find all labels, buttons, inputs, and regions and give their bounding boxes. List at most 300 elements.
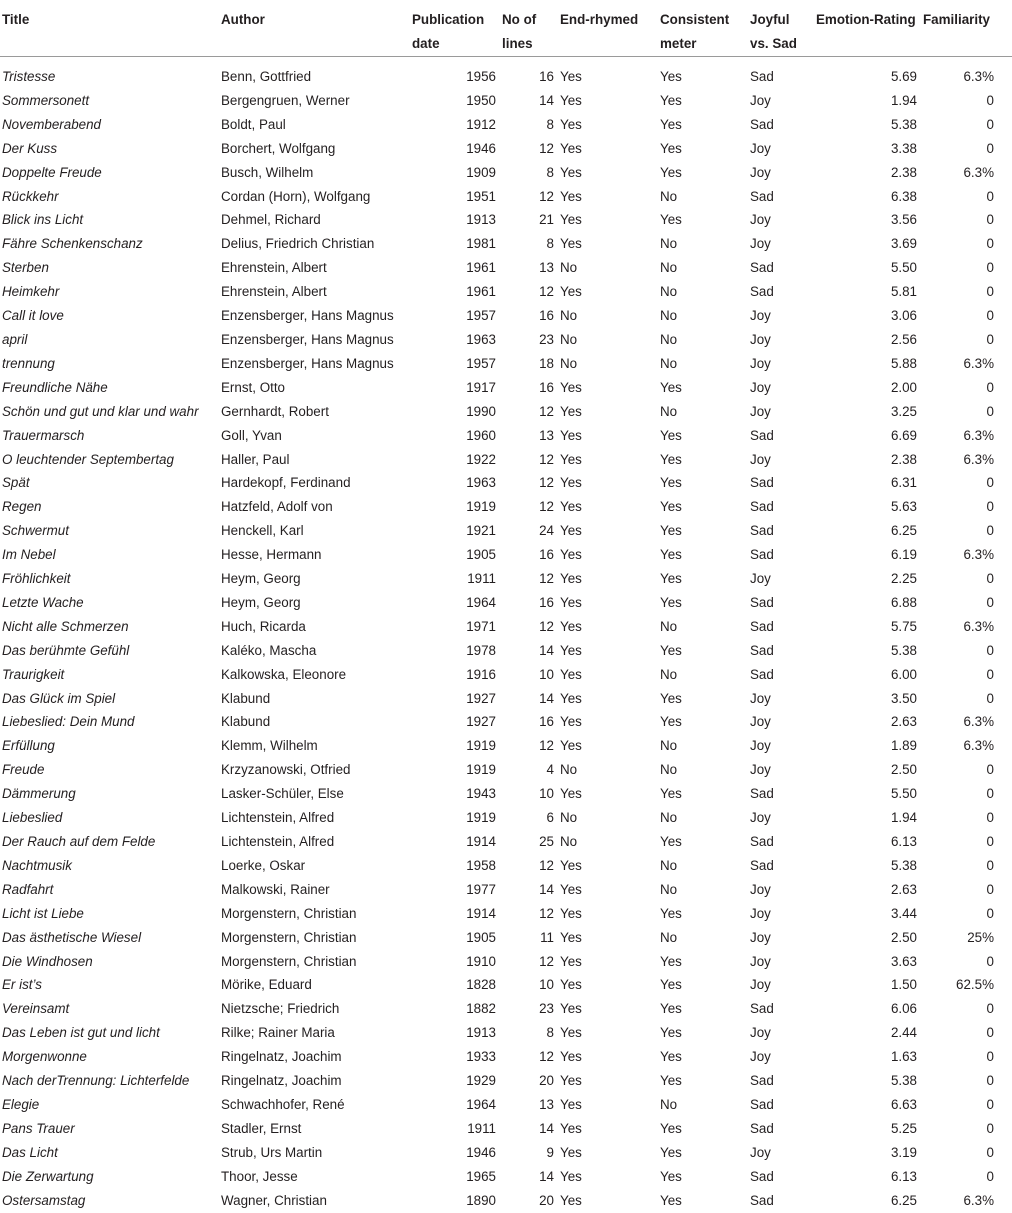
table-row	[0, 137, 1012, 161]
cell-end-rhymed: Yes	[560, 1192, 582, 1208]
cell-end-rhymed: Yes	[560, 786, 582, 802]
cell-consistent-meter: No	[660, 284, 678, 300]
cell-end-rhymed: Yes	[560, 475, 582, 491]
cell-author: Ehrenstein, Albert	[221, 284, 327, 300]
cell-author: Loerke, Oskar	[221, 857, 306, 873]
cell-no-of-lines: 6	[546, 810, 554, 826]
cell-title: Nicht alle Schmerzen	[2, 618, 129, 634]
cell-publication-date: 1946	[466, 1144, 496, 1160]
cell-end-rhymed: Yes	[560, 379, 582, 395]
cell-no-of-lines: 12	[539, 284, 554, 300]
cell-familiarity: 6.3%	[963, 355, 994, 371]
cell-familiarity: 6.3%	[963, 547, 994, 563]
cell-consistent-meter: Yes	[660, 1144, 682, 1160]
cell-end-rhymed: Yes	[560, 929, 582, 945]
cell-publication-date: 1950	[466, 92, 496, 108]
cell-no-of-lines: 25	[539, 834, 554, 849]
cell-end-rhymed: Yes	[560, 857, 582, 873]
cell-joyful-vs-sad: Joy	[750, 977, 771, 993]
cell-consistent-meter: Yes	[660, 1073, 682, 1089]
cell-joyful-vs-sad: Sad	[750, 666, 774, 682]
cell-emotion-rating: 2.25	[890, 571, 917, 587]
cell-familiarity: 0	[986, 1025, 994, 1041]
cell-author: Hesse, Hermann	[221, 547, 322, 563]
table-row	[0, 902, 1012, 926]
cell-title: Das Glück im Spiel	[2, 690, 116, 706]
cell-title: Das Leben ist gut und licht	[2, 1025, 160, 1041]
cell-author: Strub, Urs Martin	[221, 1144, 323, 1160]
cell-familiarity: 6.3%	[963, 164, 994, 180]
cell-end-rhymed: No	[560, 810, 578, 826]
cell-familiarity: 0	[986, 762, 994, 778]
cell-author: Bergengruen, Werner	[221, 92, 350, 108]
cell-author: Busch, Wilhelm	[221, 164, 314, 180]
cell-consistent-meter: No	[660, 738, 678, 754]
cell-publication-date: 1965	[466, 1168, 496, 1184]
cell-emotion-rating: 6.25	[890, 1192, 917, 1208]
cell-no-of-lines: 24	[539, 523, 554, 539]
cell-joyful-vs-sad: Sad	[750, 523, 774, 539]
cell-consistent-meter: Yes	[660, 475, 682, 491]
cell-title: Morgenwonne	[2, 1049, 87, 1065]
cell-title: Sommersonett	[2, 92, 90, 108]
cell-no-of-lines: 12	[539, 857, 554, 873]
cell-end-rhymed: Yes	[560, 690, 582, 706]
table-row	[0, 89, 1012, 113]
cell-end-rhymed: Yes	[560, 881, 582, 897]
cell-author: Rilke; Rainer Maria	[221, 1025, 335, 1041]
cell-no-of-lines: 13	[539, 427, 554, 443]
table-row	[0, 352, 1012, 376]
cell-emotion-rating: 1.50	[890, 977, 917, 993]
cell-consistent-meter: Yes	[660, 92, 682, 108]
cell-end-rhymed: Yes	[560, 164, 582, 180]
table-row	[0, 471, 1012, 495]
cell-emotion-rating: 6.00	[890, 666, 917, 682]
cell-no-of-lines: 14	[539, 1168, 554, 1184]
cell-no-of-lines: 20	[539, 1192, 554, 1208]
cell-title: Der Rauch auf dem Felde	[2, 834, 156, 849]
cell-familiarity: 0	[986, 499, 994, 515]
cell-joyful-vs-sad: Joy	[750, 92, 771, 108]
cell-no-of-lines: 10	[539, 786, 554, 802]
table-row	[0, 973, 1012, 997]
cell-consistent-meter: No	[660, 666, 678, 682]
cell-author: Kaléko, Mascha	[221, 642, 317, 658]
cell-publication-date: 1951	[466, 188, 496, 204]
cell-joyful-vs-sad: Sad	[750, 786, 774, 802]
cell-author: Ringelnatz, Joachim	[221, 1073, 342, 1089]
cell-joyful-vs-sad: Joy	[750, 379, 771, 395]
cell-familiarity: 0	[986, 1120, 994, 1136]
cell-consistent-meter: No	[660, 618, 678, 634]
cell-emotion-rating: 2.38	[890, 164, 917, 180]
cell-end-rhymed: No	[560, 331, 578, 347]
cell-familiarity: 6.3%	[963, 427, 994, 443]
cell-end-rhymed: Yes	[560, 427, 582, 443]
cell-consistent-meter: Yes	[660, 212, 682, 228]
cell-publication-date: 1912	[466, 116, 496, 132]
cell-joyful-vs-sad: Sad	[750, 1096, 774, 1112]
cell-emotion-rating: 5.50	[890, 786, 917, 802]
cell-emotion-rating: 6.88	[890, 594, 917, 610]
table-row	[0, 639, 1012, 663]
cell-familiarity: 0	[986, 1096, 994, 1112]
cell-publication-date: 1957	[466, 308, 496, 324]
cell-end-rhymed: Yes	[560, 666, 582, 682]
cell-publication-date: 1960	[466, 427, 496, 443]
cell-joyful-vs-sad: Joy	[750, 403, 771, 419]
cell-title: Blick ins Licht	[2, 212, 84, 228]
cell-end-rhymed: No	[560, 762, 578, 778]
cell-no-of-lines: 12	[539, 403, 554, 419]
cell-author: Lichtenstein, Alfred	[221, 810, 335, 826]
cell-familiarity: 0	[986, 308, 994, 324]
cell-end-rhymed: Yes	[560, 116, 582, 132]
cell-emotion-rating: 5.38	[890, 116, 917, 132]
cell-no-of-lines: 12	[539, 953, 554, 969]
cell-publication-date: 1913	[466, 212, 496, 228]
cell-familiarity: 0	[986, 260, 994, 276]
cell-publication-date: 1913	[466, 1025, 496, 1041]
cell-familiarity: 0	[986, 571, 994, 587]
cell-author: Nietzsche; Friedrich	[221, 1001, 340, 1017]
cell-author: Benn, Gottfried	[221, 69, 312, 84]
table-row	[0, 519, 1012, 543]
cell-emotion-rating: 6.31	[890, 475, 917, 491]
cell-joyful-vs-sad: Sad	[750, 1001, 774, 1017]
cell-publication-date: 1910	[466, 953, 496, 969]
cell-publication-date: 1981	[466, 236, 496, 252]
cell-author: Lichtenstein, Alfred	[221, 834, 335, 849]
cell-familiarity: 6.3%	[963, 618, 994, 634]
cell-consistent-meter: Yes	[660, 1049, 682, 1065]
cell-publication-date: 1919	[466, 810, 496, 826]
cell-consistent-meter: Yes	[660, 905, 682, 921]
cell-title: Tristesse	[2, 69, 56, 84]
cell-consistent-meter: Yes	[660, 977, 682, 993]
cell-familiarity: 0	[986, 475, 994, 491]
cell-end-rhymed: Yes	[560, 1168, 582, 1184]
cell-title: Radfahrt	[2, 881, 54, 897]
cell-no-of-lines: 8	[546, 1025, 554, 1041]
cell-publication-date: 1914	[466, 905, 496, 921]
cell-consistent-meter: Yes	[660, 523, 682, 539]
cell-no-of-lines: 12	[539, 571, 554, 587]
cell-consistent-meter: No	[660, 403, 678, 419]
cell-consistent-meter: Yes	[660, 140, 682, 156]
cell-publication-date: 1914	[466, 834, 496, 849]
table-body	[0, 57, 1012, 1213]
cell-end-rhymed: No	[560, 308, 578, 324]
cell-end-rhymed: Yes	[560, 212, 582, 228]
cell-no-of-lines: 9	[546, 1144, 554, 1160]
cell-title: Pans Trauer	[2, 1120, 75, 1136]
cell-end-rhymed: Yes	[560, 714, 582, 730]
cell-familiarity: 6.3%	[963, 1192, 994, 1208]
cell-no-of-lines: 16	[539, 379, 554, 395]
cell-end-rhymed: Yes	[560, 1073, 582, 1089]
cell-title: Im Nebel	[2, 547, 56, 563]
cell-joyful-vs-sad: Joy	[750, 905, 771, 921]
cell-emotion-rating: 5.81	[890, 284, 917, 300]
table-row	[0, 591, 1012, 615]
cell-emotion-rating: 2.50	[890, 762, 917, 778]
cell-familiarity: 0	[986, 523, 994, 539]
cell-emotion-rating: 2.44	[890, 1025, 917, 1041]
cell-joyful-vs-sad: Joy	[750, 164, 771, 180]
cell-familiarity: 0	[986, 1073, 994, 1089]
cell-end-rhymed: Yes	[560, 284, 582, 300]
cell-publication-date: 1911	[467, 571, 496, 587]
table-row	[0, 854, 1012, 878]
cell-publication-date: 1933	[466, 1049, 496, 1065]
cell-end-rhymed: Yes	[560, 1049, 582, 1065]
cell-publication-date: 1911	[467, 1120, 496, 1136]
cell-publication-date: 1963	[466, 475, 496, 491]
cell-no-of-lines: 14	[539, 92, 554, 108]
cell-familiarity: 0	[986, 810, 994, 826]
cell-no-of-lines: 11	[540, 929, 554, 945]
cell-publication-date: 1916	[466, 666, 496, 682]
cell-title: O leuchtender Septembertag	[2, 451, 174, 467]
cell-publication-date: 1958	[466, 857, 496, 873]
header-end-rhymed: End-rhymed	[558, 0, 658, 57]
cell-publication-date: 1956	[466, 69, 496, 84]
cell-consistent-meter: No	[660, 929, 678, 945]
table-row	[0, 878, 1012, 902]
cell-emotion-rating: 2.38	[890, 451, 917, 467]
cell-no-of-lines: 8	[546, 164, 554, 180]
cell-consistent-meter: Yes	[660, 1168, 682, 1184]
cell-publication-date: 1929	[466, 1073, 496, 1089]
table-row	[0, 1093, 1012, 1117]
cell-end-rhymed: Yes	[560, 905, 582, 921]
table-row	[0, 830, 1012, 854]
cell-author: Morgenstern, Christian	[221, 953, 357, 969]
cell-author: Ernst, Otto	[221, 379, 285, 395]
cell-familiarity: 25%	[967, 929, 994, 945]
cell-emotion-rating: 6.13	[890, 834, 917, 849]
cell-end-rhymed: Yes	[560, 92, 582, 108]
cell-joyful-vs-sad: Sad	[750, 834, 774, 849]
cell-end-rhymed: Yes	[560, 1025, 582, 1041]
cell-consistent-meter: No	[660, 308, 678, 324]
cell-no-of-lines: 12	[539, 738, 554, 754]
cell-emotion-rating: 3.19	[890, 1144, 917, 1160]
cell-emotion-rating: 2.00	[890, 379, 917, 395]
table-row	[0, 1045, 1012, 1069]
table-row	[0, 950, 1012, 974]
cell-consistent-meter: Yes	[660, 116, 682, 132]
header-row	[0, 0, 1012, 57]
cell-joyful-vs-sad: Joy	[750, 738, 771, 754]
cell-familiarity: 0	[986, 881, 994, 897]
cell-consistent-meter: No	[660, 1096, 678, 1112]
cell-joyful-vs-sad: Joy	[750, 1025, 771, 1041]
cell-joyful-vs-sad: Sad	[750, 594, 774, 610]
cell-emotion-rating: 6.63	[890, 1096, 917, 1112]
cell-author: Enzensberger, Hans Magnus	[221, 308, 394, 324]
cell-joyful-vs-sad: Joy	[750, 571, 771, 587]
cell-joyful-vs-sad: Joy	[750, 690, 771, 706]
table-row	[0, 997, 1012, 1021]
cell-consistent-meter: Yes	[660, 1120, 682, 1136]
cell-emotion-rating: 3.69	[890, 236, 917, 252]
cell-title: Call it love	[2, 308, 64, 324]
table-row	[0, 687, 1012, 711]
cell-joyful-vs-sad: Joy	[750, 762, 771, 778]
cell-familiarity: 0	[986, 594, 994, 610]
cell-familiarity: 0	[986, 1049, 994, 1065]
cell-author: Stadler, Ernst	[221, 1120, 302, 1136]
cell-publication-date: 1961	[466, 284, 496, 300]
cell-end-rhymed: Yes	[560, 642, 582, 658]
table-row	[0, 495, 1012, 519]
table-row	[0, 710, 1012, 734]
cell-no-of-lines: 23	[539, 1001, 554, 1017]
cell-no-of-lines: 13	[539, 260, 554, 276]
cell-joyful-vs-sad: Sad	[750, 69, 774, 84]
cell-title: Er ist’s	[2, 977, 42, 993]
cell-publication-date: 1828	[466, 977, 496, 993]
cell-publication-date: 1990	[466, 403, 496, 419]
cell-joyful-vs-sad: Joy	[750, 929, 771, 945]
cell-title: Vereinsamt	[2, 1001, 70, 1017]
cell-end-rhymed: Yes	[560, 738, 582, 754]
cell-emotion-rating: 6.06	[890, 1001, 917, 1017]
cell-title: Die Windhosen	[2, 953, 93, 969]
cell-familiarity: 0	[986, 116, 994, 132]
cell-consistent-meter: No	[660, 881, 678, 897]
cell-joyful-vs-sad: Sad	[750, 1192, 774, 1208]
cell-joyful-vs-sad: Joy	[750, 881, 771, 897]
table-row	[0, 1165, 1012, 1189]
cell-familiarity: 0	[986, 140, 994, 156]
table-row	[0, 615, 1012, 639]
cell-emotion-rating: 3.25	[890, 403, 917, 419]
cell-title: Letzte Wache	[2, 594, 84, 610]
cell-title: Rückkehr	[2, 188, 59, 204]
cell-joyful-vs-sad: Joy	[750, 1049, 771, 1065]
cell-familiarity: 0	[986, 212, 994, 228]
cell-joyful-vs-sad: Sad	[750, 284, 774, 300]
cell-joyful-vs-sad: Joy	[750, 331, 771, 347]
cell-no-of-lines: 16	[539, 69, 554, 84]
cell-title: Freundliche Nähe	[2, 379, 108, 395]
cell-title: Trauermarsch	[2, 427, 85, 443]
cell-familiarity: 62.5%	[956, 977, 994, 993]
table-row	[0, 567, 1012, 591]
cell-publication-date: 1905	[466, 929, 496, 945]
cell-consistent-meter: Yes	[660, 642, 682, 658]
cell-familiarity: 0	[986, 284, 994, 300]
header-familiarity: Familiarity	[921, 0, 1012, 57]
cell-publication-date: 1964	[466, 594, 496, 610]
cell-end-rhymed: Yes	[560, 594, 582, 610]
cell-publication-date: 1943	[466, 786, 496, 802]
cell-end-rhymed: Yes	[560, 236, 582, 252]
cell-familiarity: 0	[986, 786, 994, 802]
table-row	[0, 734, 1012, 758]
cell-author: Ehrenstein, Albert	[221, 260, 327, 276]
table-row	[0, 543, 1012, 567]
cell-emotion-rating: 1.94	[890, 810, 917, 826]
cell-consistent-meter: No	[660, 355, 678, 371]
cell-end-rhymed: Yes	[560, 547, 582, 563]
cell-familiarity: 0	[986, 953, 994, 969]
cell-publication-date: 1890	[466, 1192, 496, 1208]
cell-consistent-meter: Yes	[660, 1001, 682, 1017]
cell-consistent-meter: Yes	[660, 427, 682, 443]
cell-joyful-vs-sad: Sad	[750, 1168, 774, 1184]
cell-publication-date: 1977	[466, 881, 496, 897]
table-row	[0, 782, 1012, 806]
cell-title: Fröhlichkeit	[2, 571, 71, 587]
cell-end-rhymed: Yes	[560, 499, 582, 515]
cell-end-rhymed: No	[560, 834, 578, 849]
cell-joyful-vs-sad: Sad	[750, 618, 774, 634]
cell-emotion-rating: 2.50	[890, 929, 917, 945]
cell-joyful-vs-sad: Joy	[750, 140, 771, 156]
cell-title: Das berühmte Gefühl	[2, 642, 130, 658]
cell-familiarity: 6.3%	[963, 451, 994, 467]
cell-publication-date: 1905	[466, 547, 496, 563]
cell-author: Schwachhofer, René	[221, 1096, 345, 1112]
cell-title: april	[2, 331, 28, 347]
cell-title: Das ästhetische Wiesel	[2, 929, 142, 945]
header-title: Title	[0, 0, 219, 57]
cell-familiarity: 6.3%	[963, 714, 994, 730]
cell-emotion-rating: 6.19	[890, 547, 917, 563]
cell-joyful-vs-sad: Sad	[750, 475, 774, 491]
cell-author: Gernhardt, Robert	[221, 403, 329, 419]
cell-end-rhymed: Yes	[560, 618, 582, 634]
cell-joyful-vs-sad: Joy	[750, 714, 771, 730]
cell-publication-date: 1946	[466, 140, 496, 156]
table-row	[0, 1069, 1012, 1093]
cell-emotion-rating: 2.63	[890, 714, 917, 730]
cell-emotion-rating: 6.25	[890, 523, 917, 539]
cell-end-rhymed: No	[560, 355, 578, 371]
cell-familiarity: 0	[986, 666, 994, 682]
table-row	[0, 185, 1012, 209]
cell-publication-date: 1971	[466, 618, 496, 634]
cell-joyful-vs-sad: Joy	[750, 212, 771, 228]
cell-author: Morgenstern, Christian	[221, 905, 357, 921]
cell-joyful-vs-sad: Joy	[750, 1144, 771, 1160]
cell-no-of-lines: 10	[539, 666, 554, 682]
cell-familiarity: 6.3%	[963, 69, 994, 84]
cell-no-of-lines: 12	[539, 618, 554, 634]
cell-no-of-lines: 16	[539, 547, 554, 563]
cell-title: Licht ist Liebe	[2, 905, 84, 921]
cell-title: Fähre Schenkenschanz	[2, 236, 143, 252]
cell-emotion-rating: 3.50	[890, 690, 917, 706]
cell-title: Novemberabend	[2, 116, 102, 132]
cell-end-rhymed: Yes	[560, 1096, 582, 1112]
cell-consistent-meter: Yes	[660, 379, 682, 395]
header-joyful-vs-sad: Joyful vs. Sad	[748, 0, 814, 57]
cell-author: Hardekopf, Ferdinand	[221, 475, 351, 491]
cell-emotion-rating: 5.38	[890, 857, 917, 873]
cell-author: Henckell, Karl	[221, 523, 304, 539]
cell-publication-date: 1919	[466, 499, 496, 515]
cell-emotion-rating: 3.38	[890, 140, 917, 156]
cell-emotion-rating: 5.50	[890, 260, 917, 276]
cell-emotion-rating: 6.38	[890, 188, 917, 204]
cell-familiarity: 0	[986, 379, 994, 395]
